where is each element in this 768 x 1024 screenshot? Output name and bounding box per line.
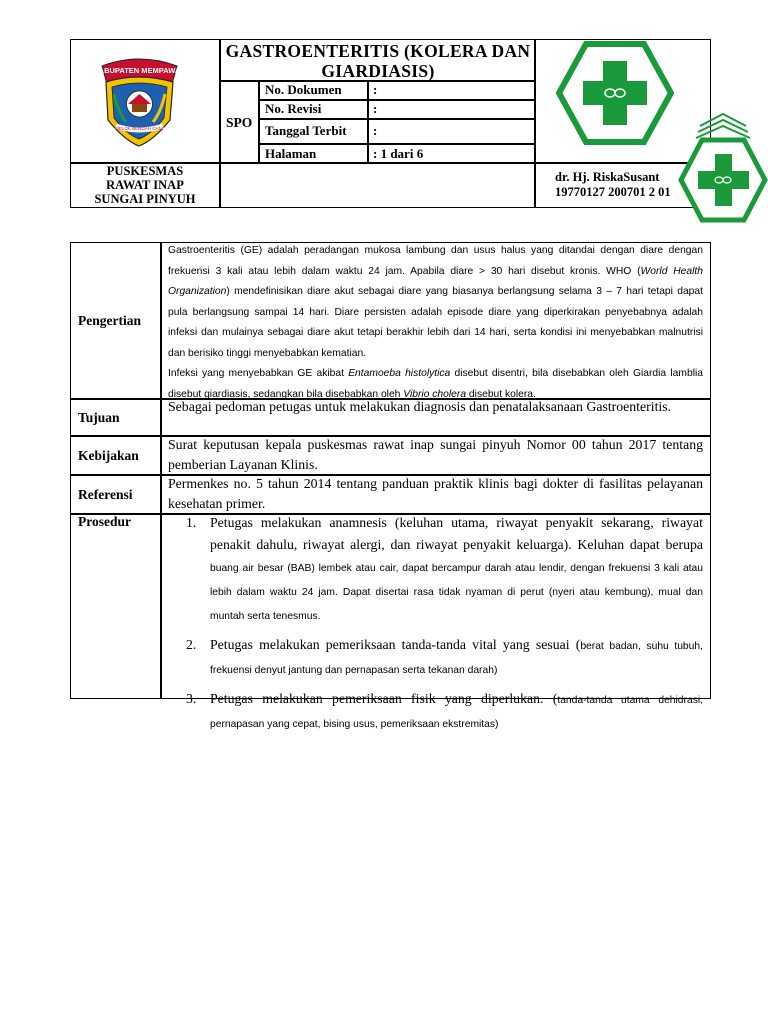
meta-divider xyxy=(258,80,260,163)
org-line-3: SUNGAI PINYUH xyxy=(94,192,196,206)
meta-value-no-dokumen: : xyxy=(373,82,378,97)
org-line-1: PUSKESMAS xyxy=(106,164,184,178)
prosedur-item-number: 1. xyxy=(186,515,197,530)
meta-value-tanggal-terbit: : xyxy=(373,123,378,138)
meta-label-no-revisi: No. Revisi xyxy=(265,101,322,116)
kabupaten-emblem-icon xyxy=(92,42,187,150)
prosedur-item-main: Petugas melakukan pemeriksaan tanda-tanda vital yang sesuai ( xyxy=(210,637,581,652)
referensi-text: Permenkes no. 5 tahun 2014 tentang panduan praktik klinis bagi dokter di fasilitas pelayanan kesehatan primer. xyxy=(168,476,703,511)
org-name xyxy=(72,164,218,206)
emblem-banner-text: KABUPATEN MEMPAWAH xyxy=(93,66,186,75)
signer-block xyxy=(555,170,671,200)
prosedur-item-1 xyxy=(168,512,703,628)
org-line-2: RAWAT INAP xyxy=(106,178,184,192)
prosedur-item-main: Petugas melakukan pemeriksaan fisik yang diperlukan. ( xyxy=(210,691,558,706)
spo-label: SPO xyxy=(226,115,253,130)
pengertian-paragraph-1: Gastroenteritis (GE) adalah peradangan mukosa lambung dan usus halus yang ditandai dengan diare dengan frekuensi 3 kali atau lebih dalam waktu 24 jam. Apabila diare > 30 hari disebut kronis. WHO (World Health Organization) mendefinisikan diare akut sebagai diare yang biasanya berlangsung selama 3 – 7 hari tetapi dapat pula berlangsung sampai 14 hari. Diare persisten adalah episode diare yang diperkirakan penyebabnya adalah infeksi dan mulainya sebagai diare akut tetapi berakhir lebih dari 14 hari, serta kondisi ini menyebabkan malnutrisi dan berisiko tinggi menyebabkan kematian. xyxy=(168,245,703,359)
puskesmas-logo-overlay-icon xyxy=(678,108,768,226)
meta-value-divider xyxy=(367,80,369,163)
document-title: GASTROENTERITIS (KOLERA DAN GIARDIASIS) xyxy=(225,41,531,81)
header-divider-right xyxy=(534,39,536,208)
puskesmas-logo-icon xyxy=(556,41,674,145)
meta-label-tanggal-terbit: Tanggal Terbit xyxy=(265,123,347,138)
signer-nip: 19770127 200701 2 01 xyxy=(555,185,671,199)
signer-name: dr. Hj. RiskaSusant xyxy=(555,170,660,184)
prosedur-list xyxy=(168,512,703,736)
label-prosedur: Prosedur xyxy=(78,514,131,529)
meta-rule-3 xyxy=(258,143,535,145)
meta-value-no-revisi: : xyxy=(373,101,378,116)
meta-label-halaman: Halaman xyxy=(265,146,317,161)
prosedur-item-3 xyxy=(168,688,703,736)
prosedur-item-main: Petugas melakukan anamnesis (keluhan utama, riwayat penyakit sekarang, riwayat penakit dahulu, riwayat alergi, dan riwayat penyakit keluarga). Keluhan dapat berupa xyxy=(210,515,703,552)
prosedur-item-detail: buang air besar (BAB) lembek atau cair, dapat bercampur darah atau lendir, dengan frekuensi 3 kali atau lebih dalam waktu 24 jam. Dapat disertai rasa tidak nyaman di perut (nyeri atau kembung), mual dan muntah serta tenesmus. xyxy=(210,563,703,622)
prosedur-item-number: 2. xyxy=(186,637,197,652)
meta-value-halaman: : 1 dari 6 xyxy=(373,146,424,161)
pengertian-paragraph-2: Infeksi yang menyebabkan GE akibat Entamoeba histolytica disebut disentri, bila disebabkan oleh Giardia lamblia disebut giardiasis, sedangkan bila disebabkan oleh Vibrio cholera disebut kolera. xyxy=(168,368,703,400)
label-tujuan: Tujuan xyxy=(78,410,120,425)
prosedur-item-number: 3. xyxy=(186,691,197,706)
label-pengertian: Pengertian xyxy=(78,313,141,328)
emblem-motto-text: BELOK BENDAH GANI xyxy=(115,126,164,131)
prosedur-item-2 xyxy=(168,634,703,682)
header-divider-left xyxy=(219,39,221,208)
prosedur-item-detail: tanda-tanda utama dehidrasi, pernapasan yang cepat, bising usus, pemeriksaan ekstremitas) xyxy=(210,695,703,730)
label-referensi: Referensi xyxy=(78,487,133,502)
tujuan-text: Sebagai pedoman petugas untuk melakukan diagnosis dan penatalaksanaan Gastroenteritis. xyxy=(168,399,672,414)
label-kebijakan: Kebijakan xyxy=(78,448,139,463)
meta-rule-2 xyxy=(258,118,535,120)
pengertian-text xyxy=(168,241,703,405)
meta-label-no-dokumen: No. Dokumen xyxy=(265,82,342,97)
kebijakan-text: Surat keputusan kepala puskesmas rawat inap sungai pinyuh Nomor 00 tahun 2017 tentang pemberian Layanan Klinis. xyxy=(168,437,703,472)
content-label-divider xyxy=(160,242,162,699)
prosedur-item-detail: berat badan, suhu tubuh, frekuensi denyut jantung dan pernapasan serta tekanan darah) xyxy=(210,641,703,676)
